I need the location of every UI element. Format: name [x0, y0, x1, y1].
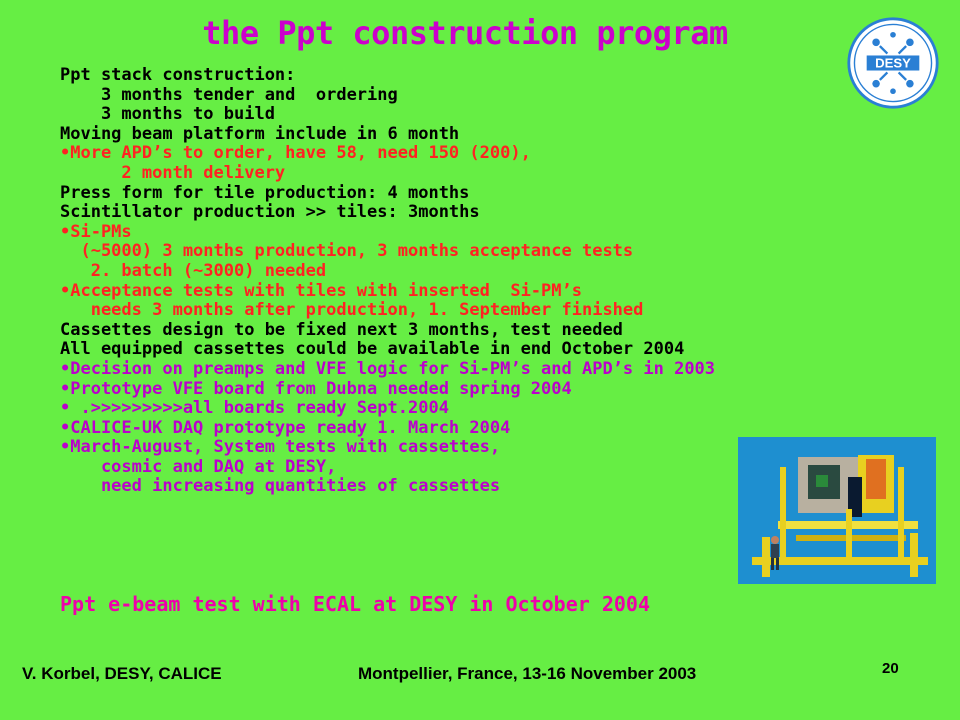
bullet-line: cosmic and DAQ at DESY, [60, 456, 337, 477]
bullet-line: need increasing quantities of cassettes [60, 476, 501, 497]
bullet-line: 2 month delivery [60, 162, 286, 183]
bullet-line: • .>>>>>>>>>all boards ready Sept.2004 [60, 398, 449, 419]
desy-logo [846, 16, 940, 110]
bullet-line: •Acceptance tests with tiles with inserted Si-PM’s [60, 280, 582, 301]
bullet-line: Moving beam platform include in 6 month [60, 123, 460, 144]
bullet-line: needs 3 months after production, 1. September finished [60, 300, 644, 321]
bullet-line: •Prototype VFE board from Dubna needed spring 2004 [60, 378, 572, 399]
page-number: 20 [882, 660, 899, 677]
bullet-line: •March-August, System tests with cassettes, [60, 437, 501, 458]
bullet-line: Ppt stack construction: [60, 65, 296, 85]
bullet-line: Cassettes design to be fixed next 3 months, test needed [60, 319, 623, 340]
bullet-line: 3 months tender and ordering [60, 84, 398, 105]
bullet-line: All equipped cassettes could be available in end October 2004 [60, 339, 685, 360]
bullet-line: (~5000) 3 months production, 3 months acceptance tests [60, 241, 634, 262]
bullet-line: Scintillator production >> tiles: 3months [60, 202, 480, 223]
slide-title: the Ppt construction program [202, 14, 728, 52]
detector-model-image [738, 437, 936, 584]
logo-text: DESY [875, 55, 911, 71]
bullet-line: •Decision on preamps and VFE logic for Si-PM’s and APD’s in 2003 [60, 358, 716, 379]
bullet-line: •CALICE-UK DAQ prototype ready 1. March 2004 [60, 417, 511, 438]
closing-statement: Ppt e-beam test with ECAL at DESY in October 2004 [60, 592, 651, 616]
bullet-line: 3 months to build [60, 104, 275, 125]
footer-event: Montpellier, France, 13-16 November 2003 [358, 664, 697, 683]
bullet-line: 2. batch (~3000) needed [60, 260, 327, 281]
bullet-line: •More APD’s to order, have 58, need 150 (200), [60, 143, 531, 164]
footer-author: V. Korbel, DESY, CALICE [22, 664, 222, 683]
bullet-list [60, 66, 860, 497]
bullet-line: •Si-PMs [60, 221, 132, 242]
bullet-line: Press form for tile production: 4 months [60, 182, 470, 203]
